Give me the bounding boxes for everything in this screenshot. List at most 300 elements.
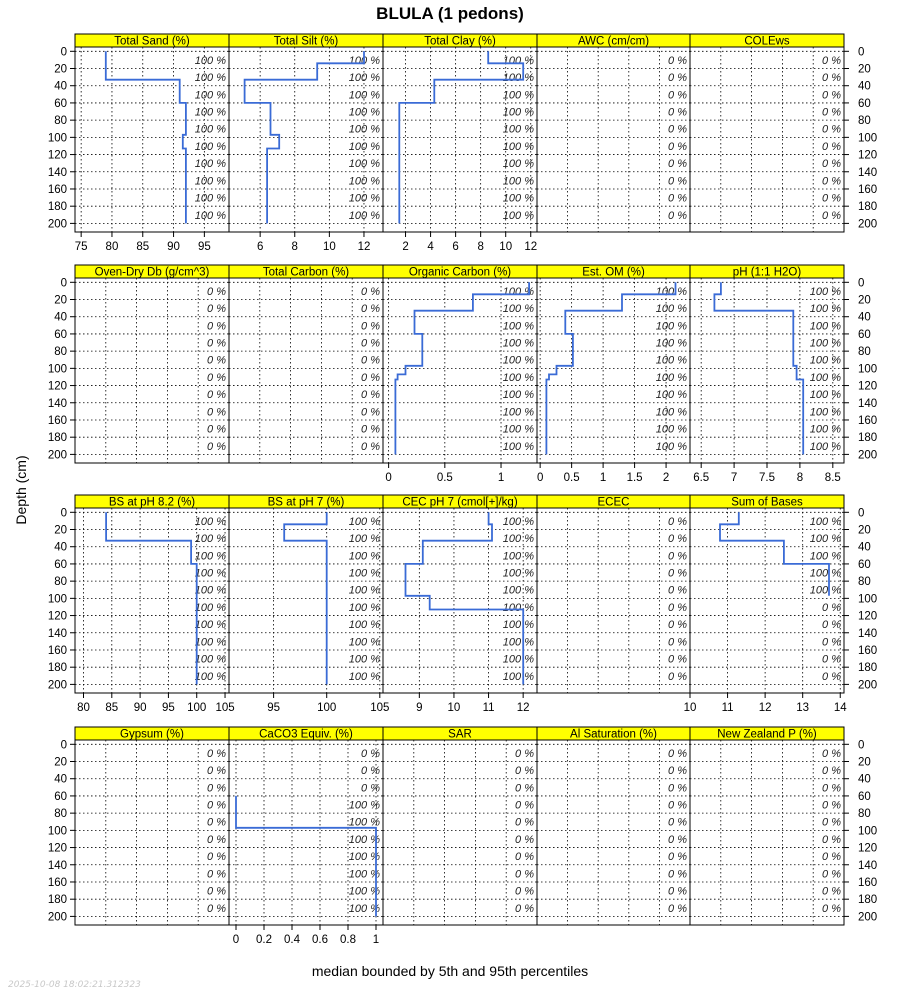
percent-label: 0 % — [515, 902, 534, 915]
percent-label: 100 % — [502, 158, 534, 171]
y-tick-label: 20 — [858, 524, 871, 537]
percent-label: 100 % — [502, 584, 534, 597]
x-tick-label: 10 — [683, 702, 697, 714]
x-tick-label: 9 — [416, 702, 423, 714]
x-tick-label: 90 — [167, 241, 180, 253]
y-tick-label: 20 — [54, 756, 67, 769]
y-tick-label: 180 — [858, 201, 878, 214]
y-tick-label: 200 — [858, 679, 878, 692]
percent-label: 100 % — [655, 354, 687, 367]
panel-title: New Zealand P (%) — [717, 728, 817, 741]
percent-label: 100 % — [502, 285, 534, 298]
percent-label: 100 % — [809, 303, 841, 316]
x-tick-label: 10 — [322, 241, 336, 253]
percent-label: 100 % — [194, 175, 226, 188]
y-tick-label: 120 — [858, 380, 878, 393]
percent-label: 0 % — [361, 337, 380, 350]
percent-label: 100 % — [502, 320, 534, 333]
percent-label: 0 % — [207, 851, 226, 864]
x-tick-label: 105 — [215, 702, 235, 714]
y-tick-label: 140 — [47, 859, 67, 872]
y-tick-label: 60 — [54, 97, 67, 110]
y-tick-label: 200 — [858, 218, 878, 231]
panel-title: AWC (cm/cm) — [577, 35, 650, 48]
x-tick-label: 80 — [105, 241, 119, 253]
panel-frame — [75, 740, 229, 925]
percent-label: 100 % — [348, 72, 380, 85]
percent-label: 100 % — [502, 670, 534, 683]
percent-label: 0 % — [361, 782, 380, 795]
percent-label: 100 % — [502, 303, 534, 316]
percent-label: 0 % — [822, 123, 841, 136]
y-tick-label: 40 — [858, 541, 871, 554]
y-tick-label: 140 — [858, 859, 878, 872]
percent-label: 100 % — [194, 192, 226, 205]
y-tick-label: 160 — [858, 876, 878, 889]
percent-label: 0 % — [207, 303, 226, 316]
percent-label: 100 % — [502, 389, 534, 402]
y-tick-label: 80 — [54, 808, 67, 821]
y-tick-label: 120 — [858, 610, 878, 623]
x-tick-label: 75 — [74, 241, 88, 253]
percent-label: 100 % — [809, 320, 841, 333]
percent-label: 0 % — [668, 567, 687, 580]
percent-label: 0 % — [361, 371, 380, 384]
percent-label: 100 % — [348, 175, 380, 188]
percent-label: 100 % — [502, 89, 534, 102]
percent-label: 0 % — [822, 782, 841, 795]
x-tick-label: 11 — [721, 702, 734, 714]
y-tick-label: 60 — [54, 790, 67, 803]
x-tick-label: 80 — [77, 702, 90, 714]
percent-label: 0 % — [361, 423, 380, 436]
percent-label: 0 % — [668, 885, 687, 898]
percent-label: 100 % — [502, 440, 534, 453]
x-tick-label: 0.5 — [436, 472, 453, 484]
y-tick-label: 120 — [47, 149, 67, 162]
y-tick-label: 180 — [47, 894, 67, 907]
percent-label: 0 % — [668, 584, 687, 597]
x-tick-label: 12 — [758, 702, 772, 714]
y-tick-label: 160 — [858, 183, 878, 196]
percent-label: 0 % — [668, 209, 687, 222]
y-tick-label: 100 — [858, 132, 878, 145]
percent-label: 0 % — [668, 54, 687, 67]
y-tick-label: 200 — [47, 218, 67, 231]
y-tick-label: 120 — [47, 842, 67, 855]
percent-label: 0 % — [822, 816, 841, 829]
x-tick-label: 0.8 — [340, 934, 356, 946]
x-tick-label: 6 — [452, 241, 459, 253]
y-tick-label: 40 — [858, 773, 871, 786]
x-tick-label: 6 — [256, 241, 264, 253]
x-tick-label: 95 — [267, 702, 281, 714]
y-tick-label: 0 — [858, 46, 865, 59]
percent-label: 0 % — [822, 192, 841, 205]
percent-label: 0 % — [668, 653, 687, 666]
percent-label: 100 % — [348, 567, 380, 580]
x-tick-label: 100 — [187, 702, 207, 714]
percent-label: 100 % — [809, 533, 841, 546]
percent-label: 0 % — [668, 140, 687, 153]
y-tick-label: 100 — [47, 132, 67, 145]
percent-label: 0 % — [822, 209, 841, 222]
y-tick-label: 20 — [858, 756, 871, 769]
y-tick-label: 160 — [47, 414, 67, 427]
percent-label: 100 % — [348, 868, 380, 881]
percent-label: 100 % — [502, 601, 534, 614]
percent-label: 0 % — [207, 354, 226, 367]
percent-label: 100 % — [502, 515, 534, 528]
percent-label: 0 % — [822, 601, 841, 614]
percent-label: 0 % — [668, 123, 687, 136]
percent-label: 100 % — [348, 799, 380, 812]
panel-title: ECEC — [597, 496, 630, 509]
percent-label: 0 % — [822, 868, 841, 881]
percent-label: 100 % — [502, 123, 534, 136]
percent-label: 0 % — [668, 782, 687, 795]
percent-label: 100 % — [655, 303, 687, 316]
percent-label: 0 % — [668, 851, 687, 864]
percent-label: 100 % — [348, 533, 380, 546]
x-tick-label: 7 — [730, 472, 738, 484]
percent-label: 100 % — [348, 192, 380, 205]
y-tick-label: 40 — [858, 80, 871, 93]
y-tick-label: 80 — [54, 576, 67, 589]
x-tick-label: 105 — [370, 702, 390, 714]
percent-label: 0 % — [361, 354, 380, 367]
y-tick-label: 160 — [47, 183, 67, 196]
percent-label: 100 % — [348, 550, 380, 563]
percent-label: 0 % — [668, 533, 687, 546]
percent-label: 0 % — [207, 765, 226, 778]
percent-label: 100 % — [809, 550, 841, 563]
percent-label: 100 % — [502, 354, 534, 367]
y-tick-label: 180 — [47, 662, 67, 675]
y-tick-label: 100 — [47, 593, 67, 606]
percent-label: 100 % — [348, 140, 380, 153]
percent-label: 0 % — [668, 765, 687, 778]
percent-label: 0 % — [822, 885, 841, 898]
y-tick-label: 20 — [54, 524, 67, 537]
percent-label: 0 % — [668, 636, 687, 649]
y-tick-label: 80 — [858, 576, 871, 589]
y-tick-label: 60 — [858, 97, 871, 110]
percent-label: 100 % — [502, 140, 534, 153]
x-tick-label: 0 — [536, 472, 544, 484]
panel-frame — [75, 278, 229, 463]
x-tick-label: 1.5 — [626, 472, 643, 484]
x-tick-label: 85 — [136, 241, 150, 253]
percent-label: 0 % — [207, 406, 226, 419]
percent-label: 100 % — [348, 816, 380, 829]
percent-label: 0 % — [668, 192, 687, 205]
x-tick-label: 7.5 — [759, 472, 775, 484]
percent-label: 0 % — [668, 902, 687, 915]
percent-label: 0 % — [822, 619, 841, 632]
percent-label: 0 % — [361, 285, 380, 298]
panel-title: BS at pH 8.2 (%) — [108, 496, 196, 509]
x-tick-label: 8 — [291, 241, 298, 253]
y-tick-label: 100 — [858, 593, 878, 606]
percent-label: 100 % — [194, 158, 226, 171]
percent-label: 100 % — [809, 515, 841, 528]
x-tick-label: 6.5 — [693, 472, 710, 484]
y-tick-label: 0 — [60, 46, 67, 59]
panel-title: BS at pH 7 (%) — [267, 496, 345, 509]
y-tick-label: 120 — [47, 610, 67, 623]
percent-label: 100 % — [348, 54, 380, 67]
percent-label: 100 % — [194, 54, 226, 67]
y-tick-label: 0 — [858, 507, 865, 520]
panel-title: Total Clay (%) — [424, 35, 496, 48]
percent-label: 100 % — [194, 123, 226, 136]
percent-label: 100 % — [655, 440, 687, 453]
percent-label: 0 % — [822, 158, 841, 171]
percent-label: 100 % — [655, 371, 687, 384]
percent-label: 100 % — [655, 337, 687, 350]
panel-frame — [229, 278, 383, 463]
percent-label: 0 % — [668, 747, 687, 760]
percent-label: 0 % — [207, 799, 226, 812]
percent-label: 0 % — [515, 851, 534, 864]
percent-label: 0 % — [361, 303, 380, 316]
y-tick-label: 80 — [858, 346, 871, 359]
percent-label: 100 % — [348, 515, 380, 528]
y-tick-label: 40 — [54, 80, 67, 93]
percent-label: 100 % — [348, 619, 380, 632]
y-tick-label: 0 — [60, 507, 67, 520]
percent-label: 0 % — [515, 765, 534, 778]
percent-label: 0 % — [207, 371, 226, 384]
panel-frame — [690, 740, 844, 925]
percent-label: 0 % — [515, 833, 534, 846]
y-tick-label: 200 — [47, 679, 67, 692]
panel-title: Est. OM (%) — [582, 266, 645, 279]
percent-label: 100 % — [194, 653, 226, 666]
x-tick-label: 8 — [796, 472, 804, 484]
percent-label: 0 % — [207, 885, 226, 898]
percent-label: 0 % — [668, 816, 687, 829]
percent-label: 0 % — [361, 406, 380, 419]
y-tick-label: 200 — [858, 911, 878, 924]
percent-label: 100 % — [348, 851, 380, 864]
x-tick-label: 90 — [133, 702, 147, 714]
percent-label: 0 % — [207, 285, 226, 298]
percent-label: 100 % — [502, 550, 534, 563]
percent-label: 0 % — [822, 799, 841, 812]
panel-title: Organic Carbon (%) — [408, 266, 512, 279]
x-tick-label: 8 — [477, 241, 484, 253]
percent-label: 0 % — [822, 175, 841, 188]
percent-label: 0 % — [822, 653, 841, 666]
y-tick-label: 80 — [858, 808, 871, 821]
percent-label: 0 % — [822, 636, 841, 649]
percent-label: 0 % — [822, 54, 841, 67]
percent-label: 100 % — [809, 584, 841, 597]
y-tick-label: 0 — [858, 277, 865, 290]
percent-label: 100 % — [194, 584, 226, 597]
y-tick-label: 120 — [858, 149, 878, 162]
percent-label: 100 % — [194, 209, 226, 222]
percent-label: 100 % — [809, 389, 841, 402]
percent-label: 100 % — [655, 389, 687, 402]
percent-label: 100 % — [348, 885, 380, 898]
percent-label: 100 % — [502, 423, 534, 436]
percent-label: 0 % — [207, 782, 226, 795]
percent-label: 0 % — [668, 619, 687, 632]
y-tick-label: 0 — [60, 739, 67, 752]
y-tick-label: 160 — [47, 644, 67, 657]
percent-label: 100 % — [502, 209, 534, 222]
percent-label: 0 % — [207, 902, 226, 915]
y-tick-label: 20 — [54, 63, 67, 76]
y-tick-label: 20 — [858, 63, 871, 76]
timestamp: 2025-10-08 18:02:21.312323 — [8, 980, 141, 990]
x-tick-label: 2 — [662, 472, 670, 484]
x-tick-label: 14 — [833, 702, 847, 714]
percent-label: 0 % — [207, 833, 226, 846]
percent-label: 0 % — [668, 799, 687, 812]
y-tick-label: 180 — [858, 894, 878, 907]
x-tick-label: 100 — [317, 702, 337, 714]
percent-label: 0 % — [822, 670, 841, 683]
percent-label: 100 % — [655, 406, 687, 419]
percent-label: 0 % — [515, 885, 534, 898]
percent-label: 100 % — [809, 423, 841, 436]
percent-label: 0 % — [668, 515, 687, 528]
percent-label: 100 % — [194, 670, 226, 683]
y-tick-label: 60 — [858, 790, 871, 803]
panel-title: Total Silt (%) — [273, 35, 339, 48]
percent-label: 100 % — [502, 619, 534, 632]
panel-title: CaCO3 Equiv. (%) — [259, 728, 353, 741]
percent-label: 0 % — [822, 851, 841, 864]
y-tick-label: 200 — [858, 449, 878, 462]
x-tick-label: 95 — [162, 702, 175, 714]
y-tick-label: 140 — [858, 166, 878, 179]
percent-label: 100 % — [809, 406, 841, 419]
y-tick-label: 80 — [54, 115, 67, 128]
y-tick-label: 140 — [47, 627, 67, 640]
percent-label: 0 % — [668, 550, 687, 563]
y-tick-label: 140 — [47, 397, 67, 410]
y-tick-label: 40 — [54, 541, 67, 554]
y-tick-label: 60 — [858, 328, 871, 341]
percent-label: 0 % — [668, 72, 687, 85]
percent-label: 100 % — [194, 140, 226, 153]
y-tick-label: 180 — [47, 201, 67, 214]
percent-label: 100 % — [502, 192, 534, 205]
panel-title: SAR — [448, 728, 472, 741]
percent-label: 0 % — [515, 799, 534, 812]
y-tick-label: 40 — [858, 311, 871, 324]
x-tick-label: 0.5 — [563, 472, 580, 484]
y-tick-label: 80 — [858, 115, 871, 128]
y-tick-label: 160 — [47, 876, 67, 889]
percent-label: 0 % — [822, 765, 841, 778]
x-tick-label: 0 — [385, 472, 392, 484]
y-tick-label: 180 — [858, 662, 878, 675]
percent-label: 0 % — [207, 320, 226, 333]
percent-label: 100 % — [194, 89, 226, 102]
percent-label: 100 % — [194, 636, 226, 649]
y-tick-label: 100 — [47, 363, 67, 376]
percent-label: 0 % — [668, 868, 687, 881]
percent-label: 100 % — [502, 72, 534, 85]
percent-label: 0 % — [207, 816, 226, 829]
percent-label: 100 % — [502, 406, 534, 419]
y-tick-label: 120 — [47, 380, 67, 393]
percent-label: 100 % — [348, 584, 380, 597]
percent-label: 100 % — [502, 636, 534, 649]
percent-label: 100 % — [194, 567, 226, 580]
percent-label: 100 % — [655, 423, 687, 436]
percent-label: 0 % — [668, 601, 687, 614]
percent-label: 0 % — [207, 440, 226, 453]
percent-label: 0 % — [515, 816, 534, 829]
percent-label: 100 % — [194, 550, 226, 563]
panel-title: Al Saturation (%) — [570, 728, 657, 741]
percent-label: 0 % — [515, 782, 534, 795]
panel-title: pH (1:1 H2O) — [732, 266, 802, 279]
percent-label: 0 % — [668, 106, 687, 119]
y-tick-label: 60 — [54, 558, 67, 571]
x-tick-label: 85 — [105, 702, 119, 714]
percent-label: 0 % — [822, 902, 841, 915]
percent-label: 0 % — [822, 89, 841, 102]
x-tick-label: 0.4 — [284, 934, 300, 946]
x-axis-caption: median bounded by 5th and 95th percentiles — [311, 963, 589, 979]
percent-label: 100 % — [502, 653, 534, 666]
percent-label: 0 % — [822, 106, 841, 119]
y-tick-label: 40 — [54, 311, 67, 324]
y-tick-label: 100 — [858, 363, 878, 376]
x-tick-label: 1 — [497, 472, 505, 484]
panel-title: Sum of Bases — [731, 496, 803, 509]
x-tick-label: 95 — [197, 241, 211, 253]
y-tick-label: 120 — [858, 842, 878, 855]
percent-label: 100 % — [502, 337, 534, 350]
panel-title: Gypsum (%) — [120, 728, 184, 741]
x-tick-label: 1 — [372, 934, 380, 946]
percent-label: 0 % — [515, 747, 534, 760]
percent-label: 100 % — [194, 72, 226, 85]
y-tick-label: 20 — [858, 294, 871, 307]
percent-label: 100 % — [502, 533, 534, 546]
percent-label: 100 % — [502, 175, 534, 188]
panel-frame — [690, 47, 844, 232]
y-tick-label: 140 — [47, 166, 67, 179]
percent-label: 100 % — [348, 601, 380, 614]
y-tick-label: 180 — [47, 432, 67, 445]
percent-label: 100 % — [502, 54, 534, 67]
percent-label: 100 % — [809, 371, 841, 384]
percent-label: 0 % — [668, 670, 687, 683]
panel-title: Total Carbon (%) — [262, 266, 350, 279]
percent-label: 100 % — [194, 515, 226, 528]
y-tick-label: 0 — [858, 739, 865, 752]
percent-label: 100 % — [655, 285, 687, 298]
percent-label: 100 % — [809, 285, 841, 298]
percent-label: 100 % — [348, 209, 380, 222]
y-tick-label: 40 — [54, 773, 67, 786]
percent-label: 0 % — [668, 833, 687, 846]
percent-label: 100 % — [348, 833, 380, 846]
y-tick-label: 0 — [60, 277, 67, 290]
y-tick-label: 180 — [858, 432, 878, 445]
x-tick-label: 0.2 — [256, 934, 272, 946]
